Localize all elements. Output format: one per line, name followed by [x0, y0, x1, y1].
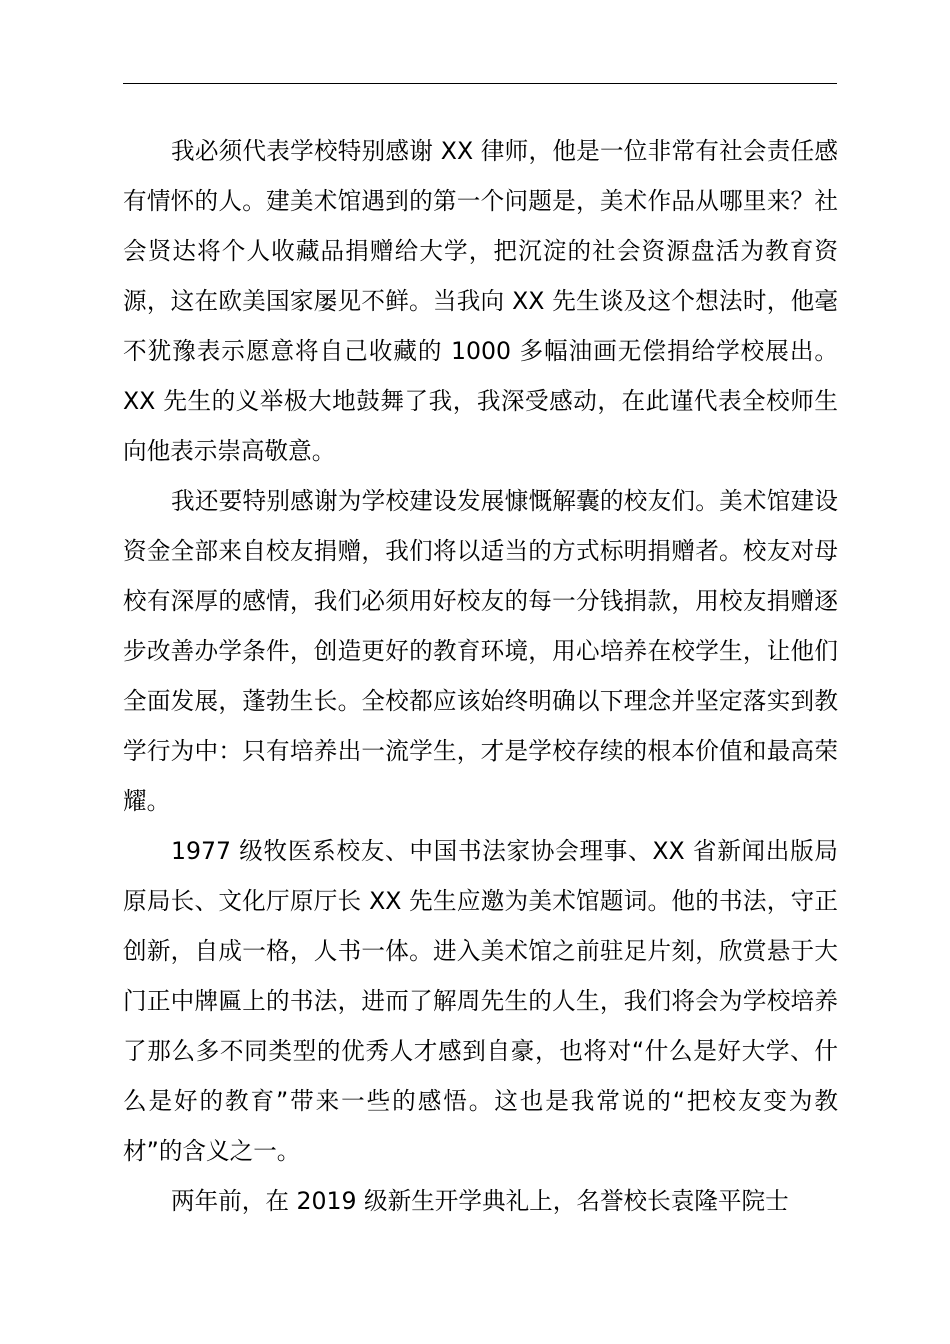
paragraph-3: 1977 级牧医系校友、中国书法家协会理事、XX 省新闻出版局原局长、文化厅原厅长 XX 先生应邀为美术馆题词。他的书法，守正创新，自成一格，人书一体。进入美术馆之前驻足片刻，欣赏悬于大门正中牌匾上的书法，进而了解周先生的人生，我们将会为学校培养了那么多不同类型的优秀人才感到自豪，也将对“什么是好大学、什么是好的教育”带来一些的感悟。这也是我常说的“把校友变为教材”的含义之一。: [123, 837, 838, 1165]
paragraph-1: 我必须代表学校特别感谢 XX 律师，他是一位非常有社会责任感有情怀的人。建美术馆遇到的第一个问题是，美术作品从哪里来？社会贤达将个人收藏品捐赠给大学，把沉淀的社会资源盘活为教育资源，这在欧美国家屡见不鲜。当我向 XX 先生谈及这个想法时，他毫不犹豫表示愿意将自己收藏的 1000 多幅油画无偿捐给学校展出。XX 先生的义举极大地鼓舞了我，我深受感动，在此谨代表全校师生向他表示崇高敬意。: [123, 137, 838, 465]
paragraph-2: 我还要特别感谢为学校建设发展慷慨解囊的校友们。美术馆建设资金全部来自校友捐赠，我们将以适当的方式标明捐赠者。校友对母校有深厚的感情，我们必须用好校友的每一分钱捐款，用校友捐赠逐步改善办学条件，创造更好的教育环境，用心培养在校学生，让他们全面发展，蓬勃生长。全校都应该始终明确以下理念并坚定落实到教学行为中：只有培养出一流学生，才是学校存续的根本价值和最高荣耀。: [123, 487, 838, 815]
document-body: [123, 126, 838, 1226]
paragraph-4: 两年前，在 2019 级新生开学典礼上，名誉校长袁隆平院士: [171, 1187, 789, 1215]
header-rule: [123, 83, 837, 84]
